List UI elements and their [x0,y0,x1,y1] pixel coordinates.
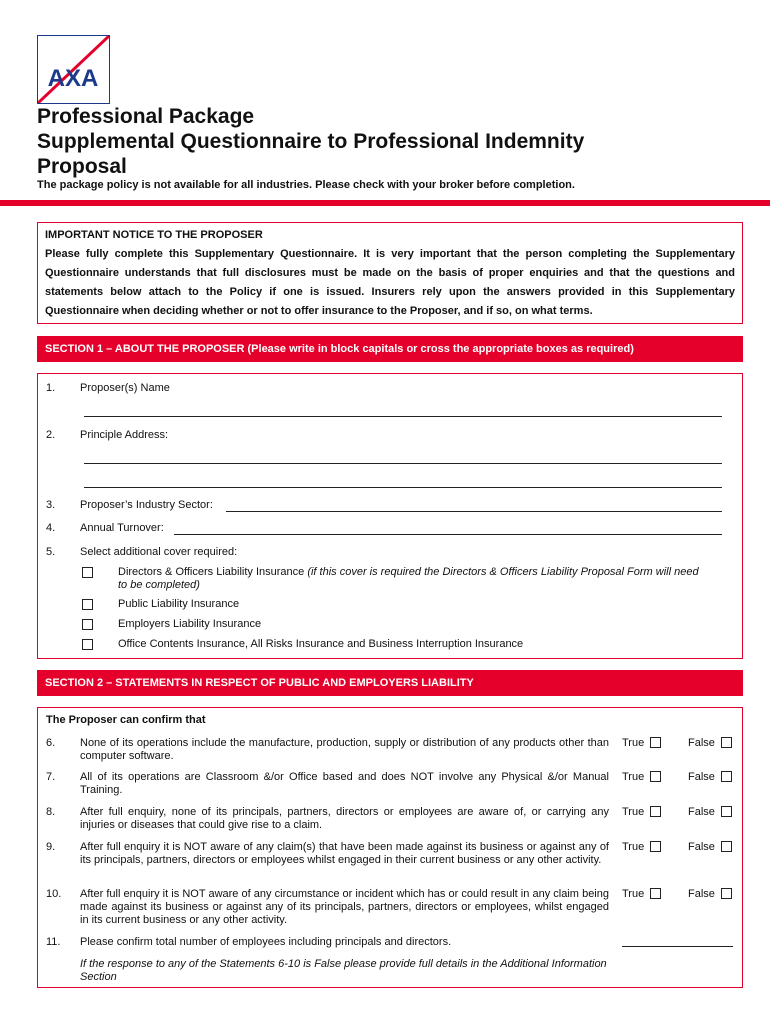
page-title [37,104,737,179]
item-number: 2. [46,429,56,441]
statement-text: All of its operations are Classroom &/or Office based and does NOT involve any Physical &/or Manual Training. [80,771,609,796]
cover-note: (if this cover is required the Directors & Officers Liability Proposal Form will need [307,566,699,578]
proposer-name-field[interactable] [84,416,722,417]
proposer-name-label: Proposer(s) Name [80,382,170,394]
statement-6-true-checkbox[interactable] [650,737,661,748]
statement-10-true-checkbox[interactable] [650,888,661,899]
header-divider [0,200,770,206]
item-number: 6. [46,737,56,749]
axa-logo [37,35,110,104]
section-2-header: SECTION 2 – STATEMENTS IN RESPECT OF PUBLIC AND EMPLOYERS LIABILITY [37,670,743,696]
item-number: 9. [46,841,56,853]
page-subtitle: The package policy is not available for all industries. Please check with your broker before completion. [37,179,575,191]
true-label: True [622,806,645,818]
cover-checkbox-public-liability[interactable] [82,599,93,610]
item-number: 8. [46,806,56,818]
false-label: False [688,841,715,853]
annual-turnover-field[interactable] [174,534,722,535]
important-notice [37,222,743,324]
employee-count-field[interactable] [622,946,733,947]
item-number: 5. [46,546,56,558]
item-number: 7. [46,771,56,783]
cover-checkbox-employers-liability[interactable] [82,619,93,630]
footnote: If the response to any of the Statements 6-10 is False please provide full details in the Additional Information Section [80,958,607,983]
statement-7-true-checkbox[interactable] [650,771,661,782]
statement-7-false-checkbox[interactable] [721,771,732,782]
cover-public-liability: Public Liability Insurance [118,598,240,610]
false-label: False [688,771,715,783]
address-label: Principle Address: [80,429,169,441]
notice-body: Please fully complete this Supplementary Questionnaire. It is very important that the person completing the Supplementary Questionnaire understands that full disclosures must be made on the basis of proper enquiries and that the questions and statements below attach to the Policy if one is issued. Insurers rely upon the answers provided in this Supplementary Questionnaire when deciding whether or not to offer insurance to the Proposer, and if so, on what terms. [45,248,735,317]
industry-sector-field[interactable] [226,511,722,512]
section-2-panel [37,707,743,988]
statement-text: After full enquiry, none of its principals, partners, directors or employees are aware of, or carrying any injuries or diseases that could give rise to a claim. [80,806,609,831]
logo-text: AXA [47,65,99,92]
section-1-panel [37,373,743,659]
address-field-line-2[interactable] [84,487,722,488]
additional-cover-label: Select additional cover required: [80,546,238,558]
item-number: 3. [46,499,56,511]
false-label: False [688,806,715,818]
statement-8-true-checkbox[interactable] [650,806,661,817]
annual-turnover-label: Annual Turnover: [80,522,164,534]
item-number: 1. [46,382,56,394]
cover-note-cont: to be completed) [118,579,200,591]
statement-text: None of its operations include the manufacture, production, supply or distribution of any products other than computer software. [80,737,609,762]
true-label: True [622,737,645,749]
false-label: False [688,888,715,900]
title-line-3: Proposal [37,155,127,178]
title-line-1: Professional Package [37,105,255,128]
title-line-2: Supplemental Questionnaire to Professional Indemnity [37,130,585,153]
true-label: True [622,771,645,783]
section-1-header: SECTION 1 – ABOUT THE PROPOSER (Please write in block capitals or cross the appropriate boxes as required) [37,336,743,362]
item-number: 4. [46,522,56,534]
statement-text: After full enquiry it is NOT aware of any claim(s) that have been made against its business or against any of its principals, partners, directors or employees whilst engaged in their current business or any other activity. [80,841,609,866]
notice-heading: IMPORTANT NOTICE TO THE PROPOSER [45,229,263,241]
statement-9-true-checkbox[interactable] [650,841,661,852]
statement-text: After full enquiry it is NOT aware of any circumstance or incident which has or could result in any claim being made against its business or against any of its principals, partners, directors or employees, whilst engaged in its current business or any other activity. [80,888,609,926]
cover-office-contents: Office Contents Insurance, All Risks Insurance and Business Interruption Insurance [118,638,524,650]
cover-checkbox-directors-officers[interactable] [82,567,93,578]
item-number: 10. [46,888,62,900]
section-2-intro: The Proposer can confirm that [46,714,206,726]
industry-sector-label: Proposer’s Industry Sector: [80,499,213,511]
item-number: 11. [46,936,61,948]
false-label: False [688,737,715,749]
statement-10-false-checkbox[interactable] [721,888,732,899]
cover-label: Directors & Officers Liability Insurance [118,566,305,578]
true-label: True [622,888,645,900]
cover-directors-officers [118,566,738,592]
statement-9-false-checkbox[interactable] [721,841,732,852]
statement-6-false-checkbox[interactable] [721,737,732,748]
address-field-line-1[interactable] [84,463,722,464]
true-label: True [622,841,645,853]
statement-8-false-checkbox[interactable] [721,806,732,817]
cover-employers-liability: Employers Liability Insurance [118,618,262,630]
cover-checkbox-office-contents[interactable] [82,639,93,650]
employee-count-label: Please confirm total number of employees including principals and directors. [80,936,452,948]
